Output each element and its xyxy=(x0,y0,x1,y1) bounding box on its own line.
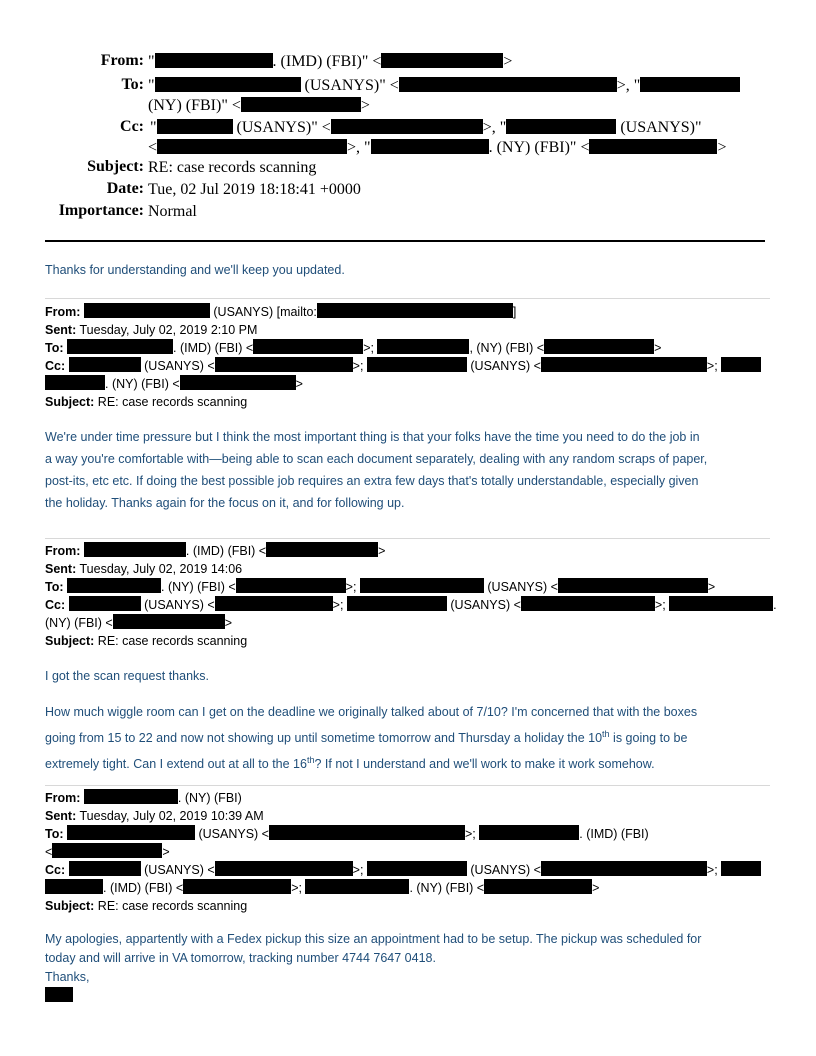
msg3-to-label: To: xyxy=(45,580,64,594)
msg2-cc-label: Cc: xyxy=(45,359,66,373)
msg3-from-label: From: xyxy=(45,544,81,558)
redaction xyxy=(360,578,484,593)
date-label: Date: xyxy=(106,180,144,197)
msg3-subject-label: Subject: xyxy=(45,634,95,648)
msg2-to-value-2: , (NY) (FBI) < xyxy=(469,341,545,355)
msg3-to-value-2: (USANYS) < xyxy=(487,580,558,594)
msg2-sent-label: Sent: xyxy=(45,323,77,337)
msg3-body-line xyxy=(45,749,775,775)
quoted-message-4: From: . (NY) (FBI) Sent: Tuesday, July 02, 2019 10:39 AM To: (USANYS) < >; . (IMD) (FBI) < > Cc: (USANYS) < >; (USANYS) < >; . (IMD) (FBI) < >; . (NY) (FBI) < > Subject: RE: case records scanning xyxy=(45,789,770,915)
quoted-message-3: From: . (IMD) (FBI) < > Sent: Tuesday, July 02, 2019 14:06 To: . (NY) (FBI) < >; (USANYS) < > Cc: (USANYS) < >; (USANYS) < >; . (NY) (FBI) < > Subject: RE: case records scanning xyxy=(45,544,777,648)
redaction xyxy=(45,879,103,894)
importance-value: Normal xyxy=(148,203,197,220)
importance-label: Importance: xyxy=(58,202,144,219)
msg4-to-label: To: xyxy=(45,827,64,841)
msg4-to-value-1: (USANYS) < xyxy=(198,827,269,841)
redaction xyxy=(347,596,447,611)
redaction xyxy=(180,375,296,390)
msg4-body xyxy=(45,930,775,1006)
msg4-cc-value-3: . (IMD) (FBI) < xyxy=(103,881,184,895)
msg3-body-line xyxy=(45,723,775,749)
msg4-subject-value: RE: case records scanning xyxy=(97,899,248,913)
message-separator xyxy=(45,785,770,786)
redaction xyxy=(541,357,707,372)
msg3-cc-value-2: (USANYS) < xyxy=(450,598,521,612)
redaction xyxy=(558,578,708,593)
redaction xyxy=(69,357,141,372)
msg2-body-line: post-its, etc etc. If doing the best possible job requires an extra few days that's totally understandable, especially given xyxy=(45,474,699,488)
redaction xyxy=(84,303,210,318)
msg2-body-line: a way you're comfortable with—being able to scan each document separately, dealing with any random scraps of paper, xyxy=(45,452,708,466)
redaction xyxy=(215,861,353,876)
msg3-cc-label: Cc: xyxy=(45,598,66,612)
header-divider xyxy=(45,240,765,242)
redaction xyxy=(479,825,579,840)
msg4-body-line: today and will arrive in VA tomorrow, tracking number 4744 7647 0418. xyxy=(45,951,436,965)
redaction xyxy=(541,861,707,876)
cc-value-1: (USANYS)" < xyxy=(236,119,331,136)
msg2-cc-value-2: (USANYS) < xyxy=(470,359,541,373)
redaction xyxy=(669,596,773,611)
from-value: . (IMD) (FBI)" < xyxy=(272,53,382,70)
redaction xyxy=(484,879,592,894)
msg2-cc-value-1: (USANYS) < xyxy=(144,359,215,373)
msg4-subject-label: Subject: xyxy=(45,899,95,913)
message-separator xyxy=(45,538,770,539)
signature-redaction xyxy=(45,987,73,1002)
msg2-from-value: (USANYS) [mailto: xyxy=(213,305,317,319)
msg3-cc-value-3: (NY) (FBI) < xyxy=(45,616,113,630)
email-header xyxy=(0,52,816,224)
date-value: Tue, 02 Jul 2019 18:18:41 +0000 xyxy=(148,181,361,198)
msg3-to-value-1: . (NY) (FBI) < xyxy=(161,580,236,594)
header-to-row: To: " (USANYS)" < >, " (NY) (FBI)" < > xyxy=(0,76,816,116)
msg4-sent-value: Tuesday, July 02, 2019 10:39 AM xyxy=(79,809,264,823)
to-label: To: xyxy=(121,76,144,93)
msg2-body-line: We're under time pressure but I think the most important thing is that your folks have the time you need to do the job in xyxy=(45,430,700,444)
msg4-sent-label: Sent: xyxy=(45,809,77,823)
header-from-row: From: " . (IMD) (FBI)" < > xyxy=(100,52,513,70)
msg4-cc-value-1: (USANYS) < xyxy=(144,863,215,877)
msg3-from-value: . (IMD) (FBI) < xyxy=(185,544,267,558)
header-date-row xyxy=(0,180,816,202)
redaction xyxy=(113,614,225,629)
msg4-from-value: . (NY) (FBI) xyxy=(177,791,242,805)
to-value-1: (USANYS)" < xyxy=(304,77,399,94)
header-cc-row: Cc: " (USANYS)" < >, " (USANYS)" < >, " . (NY) (FBI)" < > xyxy=(120,118,727,156)
redaction xyxy=(67,825,195,840)
msg4-body-line: Thanks, xyxy=(45,970,90,984)
redaction xyxy=(331,119,483,134)
msg3-body-line: How much wiggle room can I get on the deadline we originally talked about of 7/10? I'm concerned that with the boxes xyxy=(45,705,698,719)
message-separator xyxy=(45,298,770,299)
msg3-body-text: is going to be xyxy=(609,731,688,746)
header-subject-row xyxy=(0,158,816,180)
redaction xyxy=(69,861,141,876)
msg3-superscript: th xyxy=(602,729,610,739)
msg2-to-value-1: . (IMD) (FBI) < xyxy=(173,341,254,355)
quoted-message-2: From: (USANYS) [mailto: ] Sent: Tuesday, July 02, 2019 2:10 PM To: . (IMD) (FBI) < >; , (NY) (FBI) < > Cc: (USANYS) < >; (USANYS) < >; . (NY) (FBI) < > Subject: RE: case records scanning xyxy=(45,303,770,411)
msg2-to-label: To: xyxy=(45,341,64,355)
msg2-cc-value-3: . (NY) (FBI) < xyxy=(105,377,180,391)
msg2-sent-value: Tuesday, July 02, 2019 2:10 PM xyxy=(79,323,258,337)
redaction xyxy=(253,339,363,354)
redaction xyxy=(84,789,178,804)
redaction xyxy=(67,578,161,593)
msg3-subject-value: RE: case records scanning xyxy=(97,634,248,648)
redaction xyxy=(241,97,361,112)
msg4-cc-label: Cc: xyxy=(45,863,66,877)
msg3-body-text: extremely tight. Can I extend out at all to the 16 xyxy=(45,757,307,772)
redaction xyxy=(721,861,761,876)
msg3-sent-value: Tuesday, July 02, 2019 14:06 xyxy=(79,562,243,576)
to-value-2: (NY) (FBI)" < xyxy=(148,97,241,114)
msg4-cc-value-2: (USANYS) < xyxy=(470,863,541,877)
msg3-body-text: ? If not I understand and we'll work to make it work somehow. xyxy=(314,757,655,772)
redaction xyxy=(84,542,186,557)
msg4-to-value-2: . (IMD) (FBI) xyxy=(579,827,649,841)
redaction xyxy=(269,825,465,840)
msg3-body-text: going from 15 to 22 and now not showing up until sometime tomorrow and Thursday a holiday the 10 xyxy=(45,731,603,746)
redaction xyxy=(183,879,291,894)
msg2-from-label: From: xyxy=(45,305,81,319)
redaction xyxy=(67,339,173,354)
redaction xyxy=(236,578,346,593)
msg3-superscript: th xyxy=(306,755,315,766)
msg3-cc-value-1: (USANYS) < xyxy=(144,598,215,612)
cc-value-2: (USANYS)" xyxy=(620,119,702,136)
redaction xyxy=(367,861,467,876)
redaction xyxy=(45,375,105,390)
redaction xyxy=(305,879,409,894)
redaction xyxy=(155,53,273,68)
msg2-body xyxy=(45,426,775,514)
redaction xyxy=(215,357,353,372)
msg3-body-1: I got the scan request thanks. xyxy=(45,669,209,683)
header-importance-row xyxy=(0,202,816,224)
msg4-body-line: My apologies, appartently with a Fedex pickup this size an appointment had to be setup. The pickup was scheduled for xyxy=(45,932,702,946)
redaction xyxy=(52,843,162,858)
redaction xyxy=(399,77,617,92)
cc-value-3: . (NY) (FBI)" < xyxy=(488,139,590,156)
redaction xyxy=(721,357,761,372)
msg4-cc-value-4: . (NY) (FBI) < xyxy=(409,881,485,895)
redaction xyxy=(367,357,467,372)
msg2-subject-label: Subject: xyxy=(45,395,95,409)
redaction xyxy=(544,339,654,354)
redaction xyxy=(506,119,616,134)
redaction xyxy=(377,339,469,354)
msg2-subject-value: RE: case records scanning xyxy=(97,395,248,409)
redaction xyxy=(589,139,717,154)
from-label: From: xyxy=(100,52,144,69)
redaction xyxy=(521,596,655,611)
msg4-from-label: From: xyxy=(45,791,81,805)
redaction xyxy=(371,139,489,154)
redaction xyxy=(215,596,333,611)
redaction xyxy=(157,139,347,154)
subject-value: RE: case records scanning xyxy=(148,159,317,176)
redaction xyxy=(381,53,503,68)
redaction xyxy=(317,303,513,318)
msg2-body-line: the holiday. Thanks again for the focus on it, and for following up. xyxy=(45,496,405,510)
subject-label: Subject: xyxy=(87,158,144,175)
reply-body-1: Thanks for understanding and we'll keep you updated. xyxy=(45,263,345,277)
redaction xyxy=(266,542,378,557)
redaction xyxy=(157,119,233,134)
msg3-sent-label: Sent: xyxy=(45,562,77,576)
redaction xyxy=(640,77,740,92)
cc-label: Cc: xyxy=(120,118,144,135)
msg3-body-2 xyxy=(45,701,775,775)
redaction xyxy=(69,596,141,611)
redaction xyxy=(155,77,301,92)
